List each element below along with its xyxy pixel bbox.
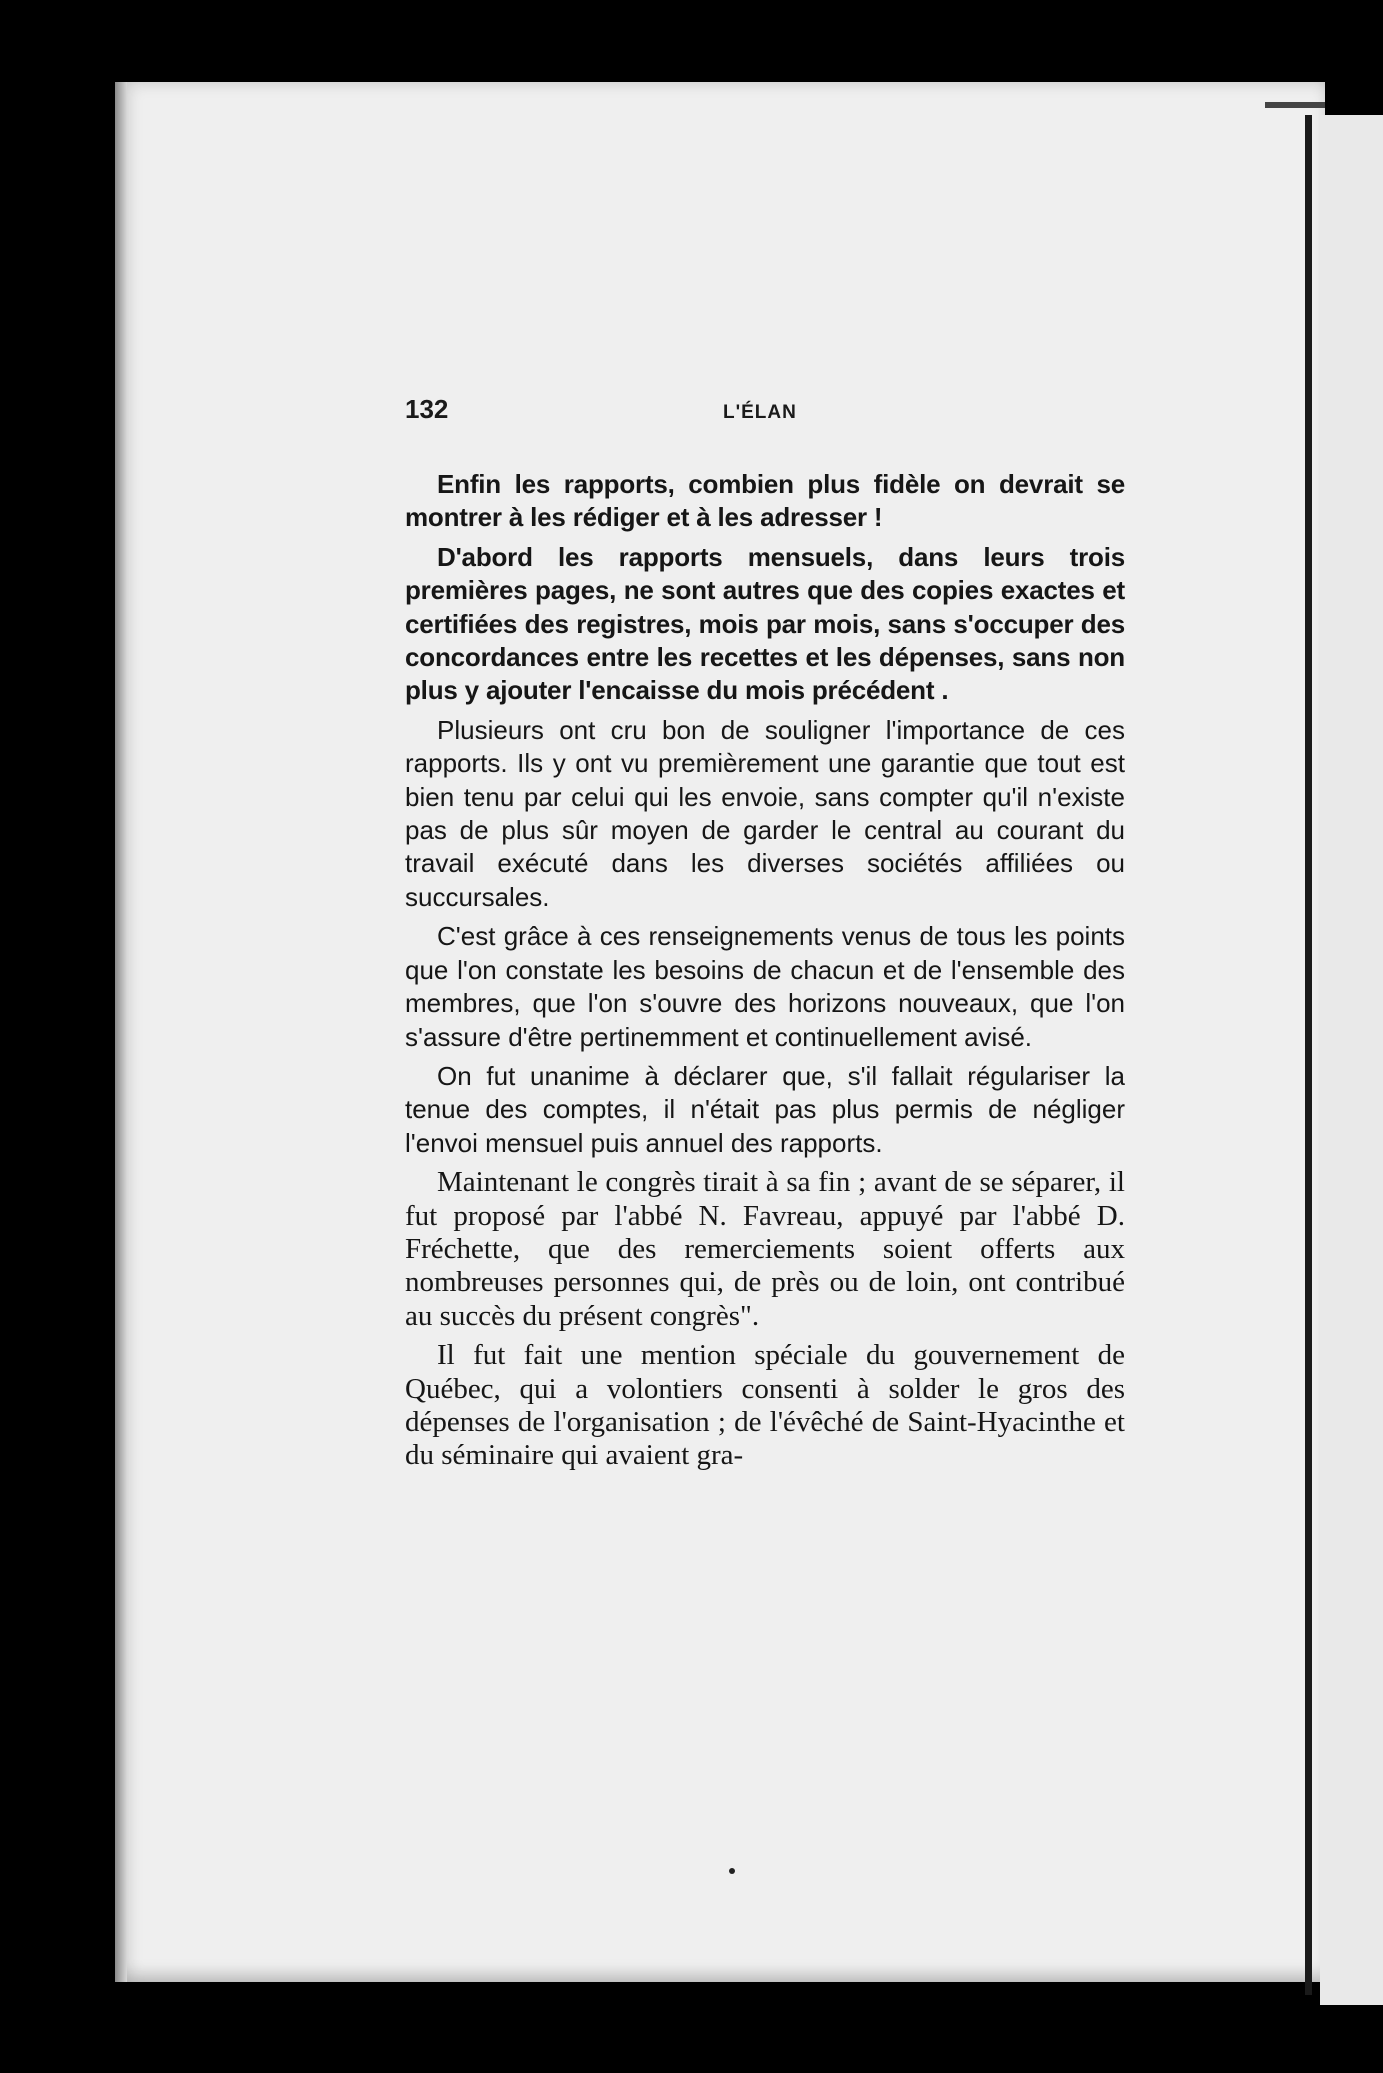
paragraph: On fut unanime à déclarer que, s'il fallait régulariser la tenue des comptes, il n'était pas plus permis de négliger l'envoi mensuel puis annuel des rapports. bbox=[405, 1060, 1125, 1158]
page-left-edge bbox=[115, 82, 127, 1982]
page-gutter bbox=[1305, 115, 1312, 1995]
adjacent-page-edge bbox=[1320, 115, 1383, 2005]
paragraph: Enfin les rapports, combien plus fidèle on devrait se montrer à les rédiger et à les adresser ! bbox=[405, 469, 1125, 533]
page-header bbox=[405, 394, 1165, 434]
page-number: 132 bbox=[405, 394, 449, 424]
running-head: L'ÉLAN bbox=[723, 402, 797, 423]
paragraph: D'abord les rapports mensuels, dans leurs trois premières pages, ne sont autres que des copies exactes et certifiées des registres, mois par mois, sans s'occuper des concordances entre les recettes et les dépenses, sans non plus y ajouter l'encaisse du mois précédent . bbox=[405, 541, 1125, 706]
paragraph: Maintenant le congrès tirait à sa fin ; avant de se séparer, il fut proposé par l'abbé N. Favreau, appuyé par l'abbé D. Fréchette, que des remerciements soient offerts aux nombreuses personnes qui, de près ou de loin, ont contribué au succès du présent congrès". bbox=[405, 1166, 1125, 1332]
paragraph: C'est grâce à ces renseignements venus de tous les points que l'on constate les besoins de chacun et de l'ensemble des membres, que l'on s'ouvre des horizons nouveaux, que l'on s'assure d'être pertinemment et continuellement avisé. bbox=[405, 921, 1125, 1052]
top-edge-mark bbox=[1265, 102, 1325, 108]
paragraph: Plusieurs ont cru bon de souligner l'importance de ces rapports. Ils y ont vu premièrement une garantie que tout est bien tenu par celui qui les envoie, sans compter qu'il n'existe pas de plus sûr moyen de garder le central au courant du travail exécuté dans les diverses sociétés affiliées ou succursales. bbox=[405, 714, 1125, 912]
page-speck bbox=[729, 1868, 735, 1874]
paragraph: Il fut fait une mention spéciale du gouvernement de Québec, qui a volontiers consenti à solder le gros des dépenses de l'organisation ; de l'évêché de Saint-Hyacinthe et du séminaire qui avaient gra- bbox=[405, 1339, 1125, 1472]
body-text bbox=[405, 468, 1125, 1479]
